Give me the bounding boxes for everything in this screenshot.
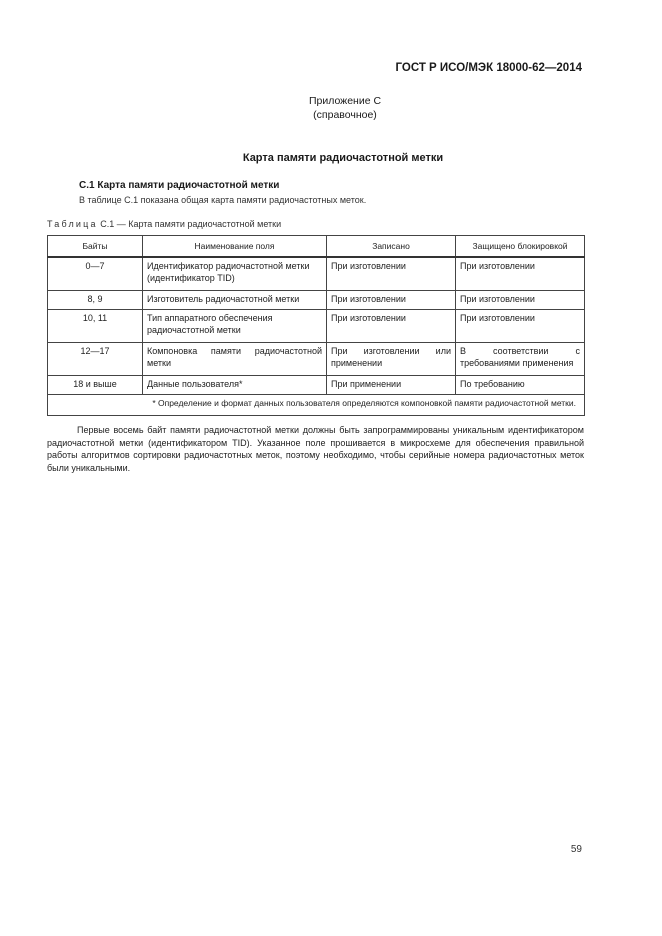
- cell-field-name: Тип аппаратного обеспечения радиочастотной метки: [143, 310, 327, 343]
- cell-written: При изготовлении: [327, 291, 456, 310]
- cell-bytes: 10, 11: [48, 310, 143, 343]
- table-row: [48, 257, 585, 291]
- table-row: [48, 310, 585, 343]
- memory-map-table: [47, 235, 585, 416]
- cell-written: При изготовлении: [327, 257, 456, 291]
- document-code: ГОСТ Р ИСО/МЭК 18000-62—2014: [395, 62, 582, 74]
- section-intro: В таблице С.1 показана общая карта памяти радиочастотных меток.: [79, 195, 367, 205]
- body-paragraph: [47, 424, 584, 474]
- cell-field-name: Компоновка памяти радиочастотной метки: [143, 343, 327, 376]
- table-caption: [47, 219, 281, 229]
- cell-written: При применении: [327, 376, 456, 395]
- table-caption-text: С.1 — Карта памяти радиочастотной метки: [97, 219, 282, 229]
- table-row: [48, 376, 585, 395]
- section-heading: С.1 Карта памяти радиочастотной метки: [79, 180, 280, 191]
- page-number: 59: [570, 844, 582, 855]
- cell-locked: При изготовлении: [456, 310, 585, 343]
- page-title: Карта памяти радиочастотной метки: [242, 152, 444, 164]
- header-bytes: Байты: [48, 236, 143, 258]
- appendix-label: Приложение С: [308, 95, 382, 107]
- appendix-type: (справочное): [313, 109, 377, 121]
- table-row: [48, 343, 585, 376]
- table-row: [48, 291, 585, 310]
- appendix-heading: [0, 94, 662, 122]
- cell-field-name: Идентификатор радиочастотной метки (идентификатор TID): [143, 257, 327, 291]
- cell-field-name: Изготовитель радиочастотной метки: [143, 291, 327, 310]
- table-caption-label: Таблица: [47, 219, 98, 229]
- table-footnote: * Определение и формат данных пользователя определяются компоновкой памяти радиочастотной метки.: [48, 395, 585, 416]
- cell-bytes: 18 и выше: [48, 376, 143, 395]
- cell-locked: По требованию: [456, 376, 585, 395]
- cell-bytes: 8, 9: [48, 291, 143, 310]
- table-header-row: [48, 236, 585, 258]
- cell-locked: При изготовлении: [456, 291, 585, 310]
- header-lock-protected: Защищено блокировкой: [456, 236, 585, 258]
- cell-bytes: 0—7: [48, 257, 143, 291]
- cell-field-name: Данные пользователя*: [143, 376, 327, 395]
- cell-bytes: 12—17: [48, 343, 143, 376]
- cell-written: При изготовлении или применении: [327, 343, 456, 376]
- body-paragraph-text: Первые восемь байт памяти радиочастотной метки должны быть запрограммированы уникальным идентификатором радиочастотной метки (идентификатором TID). Указанное поле прошивается в микросхеме для обеспечения правильной работы алгоритмов сортировки радиочастотных меток, поэтому необходимо, чтобы серийные номера радиочастотных меток были уникальными.: [47, 425, 584, 473]
- cell-locked: В соответствии с требованиями применения: [456, 343, 585, 376]
- cell-locked: При изготовлении: [456, 257, 585, 291]
- table-note-row: [48, 395, 585, 416]
- header-field-name: Наименование поля: [143, 236, 327, 258]
- cell-written: При изготовлении: [327, 310, 456, 343]
- header-written: Записано: [327, 236, 456, 258]
